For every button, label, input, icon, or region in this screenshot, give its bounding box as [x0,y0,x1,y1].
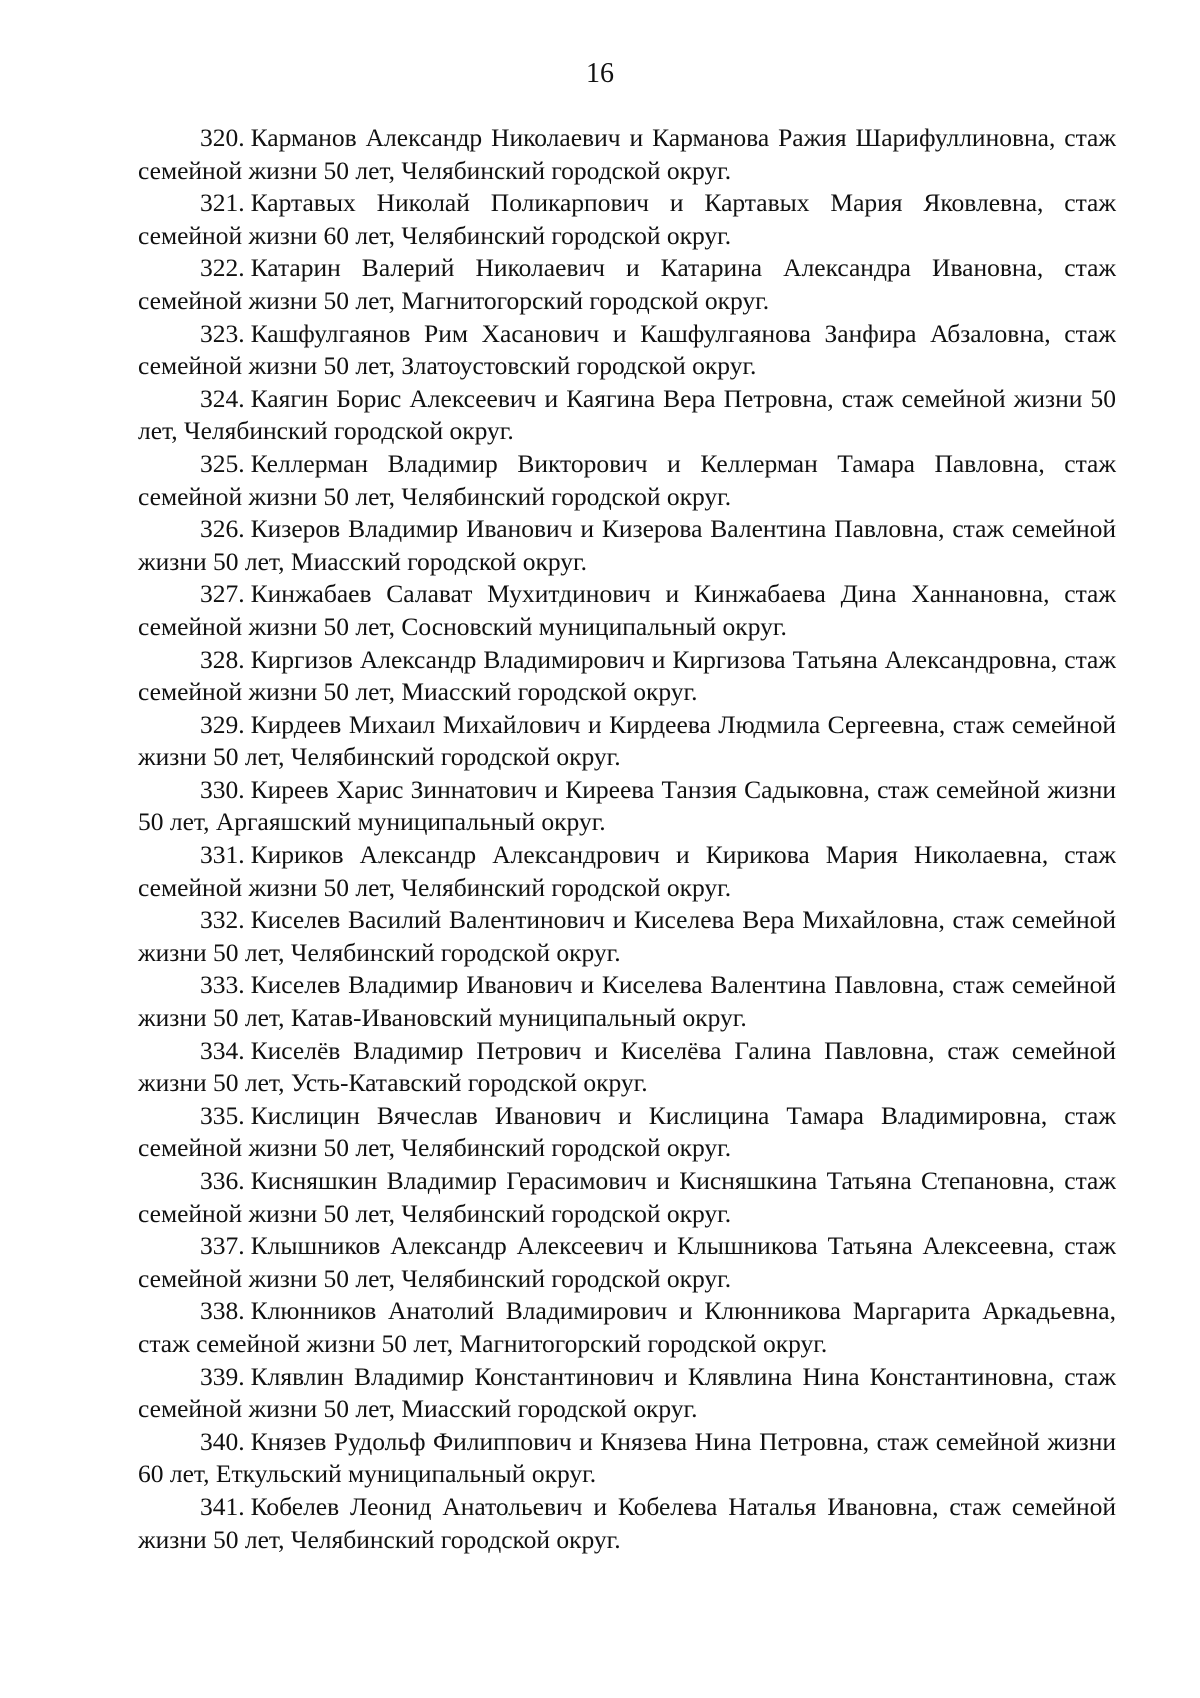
entry-text: Кизеров Владимир Иванович и Кизерова Валентина Павловна, стаж семейной жизни 50 лет, Миасский городской округ. [138,514,1116,576]
list-item [138,1230,1116,1295]
entry-text: Киреев Харис Зиннатович и Киреева Танзия Садыковна, стаж семейной жизни 50 лет, Аргаяшский муниципальный округ. [138,774,1116,837]
list-item [138,644,1116,709]
list-item [138,448,1116,513]
entry-text: Катарин Валерий Николаевич и Катарина Александра Ивановна, стаж семейной жизни 50 лет, Магнитогорский городской округ. [138,253,1116,315]
entry-number: 338. [200,1296,245,1326]
list-item [138,969,1116,1034]
entry-number: 333. [200,970,245,1000]
list-item [138,904,1116,969]
list-item [138,383,1116,448]
entry-text: Князев Рудольф Филиппович и Князева Нина Петровна, стаж семейной жизни 60 лет, Еткульский муниципальный округ. [138,1426,1116,1489]
entry-number: 332. [200,905,245,935]
list-item [138,774,1116,839]
entry-number: 336. [200,1166,245,1195]
entry-number: 321. [200,188,245,218]
list-item [138,578,1116,643]
list-item [138,252,1116,317]
entry-text: Кирдеев Михаил Михайлович и Кирдеева Людмила Сергеевна, стаж семейной жизни 50 лет, Челябинский городской округ. [138,709,1116,772]
entry-text: Кириков Александр Александрович и Кирикова Мария Николаевна, стаж семейной жизни 50 лет, Челябинский городской округ. [138,840,1116,902]
entry-number: 339. [200,1361,245,1391]
list-item [138,1165,1116,1230]
list-item [138,1295,1116,1360]
entry-text: Карманов Александр Николаевич и Карманова Ражия Шарифуллиновна, стаж семейной жизни 50 лет, Челябинский городской округ. [138,123,1116,185]
entry-text: Киселев Василий Валентинович и Киселева Вера Михайловна, стаж семейной жизни 50 лет, Челябинский городской округ. [138,905,1116,967]
entry-number: 341. [200,1491,245,1521]
list-item [138,513,1116,578]
entry-number: 327. [200,579,245,609]
entry-number: 331. [200,840,245,870]
list-item [138,1100,1116,1165]
entry-number: 325. [200,448,245,478]
entry-text: Киргизов Александр Владимирович и Киргизова Татьяна Александровна, стаж семейной жизни 50 лет, Миасский городской округ. [138,644,1116,707]
entry-number: 340. [200,1426,245,1456]
entry-number: 320. [200,123,245,152]
list-item [138,709,1116,774]
list-item [138,839,1116,904]
entry-number: 328. [200,644,245,674]
entry-number: 334. [200,1035,245,1065]
entry-text: Киселёв Владимир Петрович и Киселёва Галина Павловна, стаж семейной жизни 50 лет, Усть-Катавский городской округ. [138,1035,1116,1098]
entry-text: Клюнников Анатолий Владимирович и Клюнникова Маргарита Аркадьевна, стаж семейной жизни 50 лет, Магнитогорский городской округ. [138,1296,1116,1358]
list-item [138,122,1116,187]
entry-number: 330. [200,774,245,804]
entry-number: 335. [200,1100,245,1130]
entry-text: Киселев Владимир Иванович и Киселева Валентина Павловна, стаж семейной жизни 50 лет, Катав-Ивановский муниципальный округ. [138,970,1116,1033]
entry-number: 324. [200,383,245,413]
entry-number: 326. [200,514,245,544]
entry-text: Кобелев Леонид Анатольевич и Кобелева Наталья Ивановна, стаж семейной жизни 50 лет, Челябинский городской округ. [138,1491,1116,1554]
list-item [138,1361,1116,1426]
entry-list [138,122,1116,1556]
entry-text: Клышников Александр Алексеевич и Клышникова Татьяна Алексеевна, стаж семейной жизни 50 лет, Челябинский городской округ. [138,1231,1116,1293]
entry-text: Кислицин Вячеслав Иванович и Кислицина Тамара Владимировна, стаж семейной жизни 50 лет, Челябинский городской округ. [138,1100,1116,1163]
entry-number: 337. [200,1231,245,1261]
entry-text: Кинжабаев Салават Мухитдинович и Кинжабаева Дина Ханнановна, стаж семейной жизни 50 лет, Сосновский муниципальный округ. [138,579,1116,641]
entry-number: 323. [200,318,245,348]
entry-number: 322. [200,253,245,283]
entry-text: Каягин Борис Алексеевич и Каягина Вера Петровна, стаж семейной жизни 50 лет, Челябинский городской округ. [138,383,1116,446]
entry-text: Келлерман Владимир Викторович и Келлерман Тамара Павловна, стаж семейной жизни 50 лет, Челябинский городской округ. [138,448,1116,511]
list-item [138,1491,1116,1556]
entry-text: Кисняшкин Владимир Герасимович и Кисняшкина Татьяна Степановна, стаж семейной жизни 50 лет, Челябинский городской округ. [138,1166,1116,1228]
page-number: 16 [586,58,614,89]
entry-text: Клявлин Владимир Константинович и Клявлина Нина Константиновна, стаж семейной жизни 50 лет, Миасский городской округ. [138,1361,1116,1424]
entry-number: 329. [200,709,245,739]
entry-text: Картавых Николай Поликарпович и Картавых Мария Яковлевна, стаж семейной жизни 60 лет, Челябинский городской округ. [138,188,1116,250]
list-item [138,187,1116,252]
list-item [138,318,1116,383]
list-item [138,1035,1116,1100]
list-item [138,1426,1116,1491]
entry-text: Кашфулгаянов Рим Хасанович и Кашфулгаянова Занфира Абзаловна, стаж семейной жизни 50 лет, Златоустовский городской округ. [138,318,1116,381]
